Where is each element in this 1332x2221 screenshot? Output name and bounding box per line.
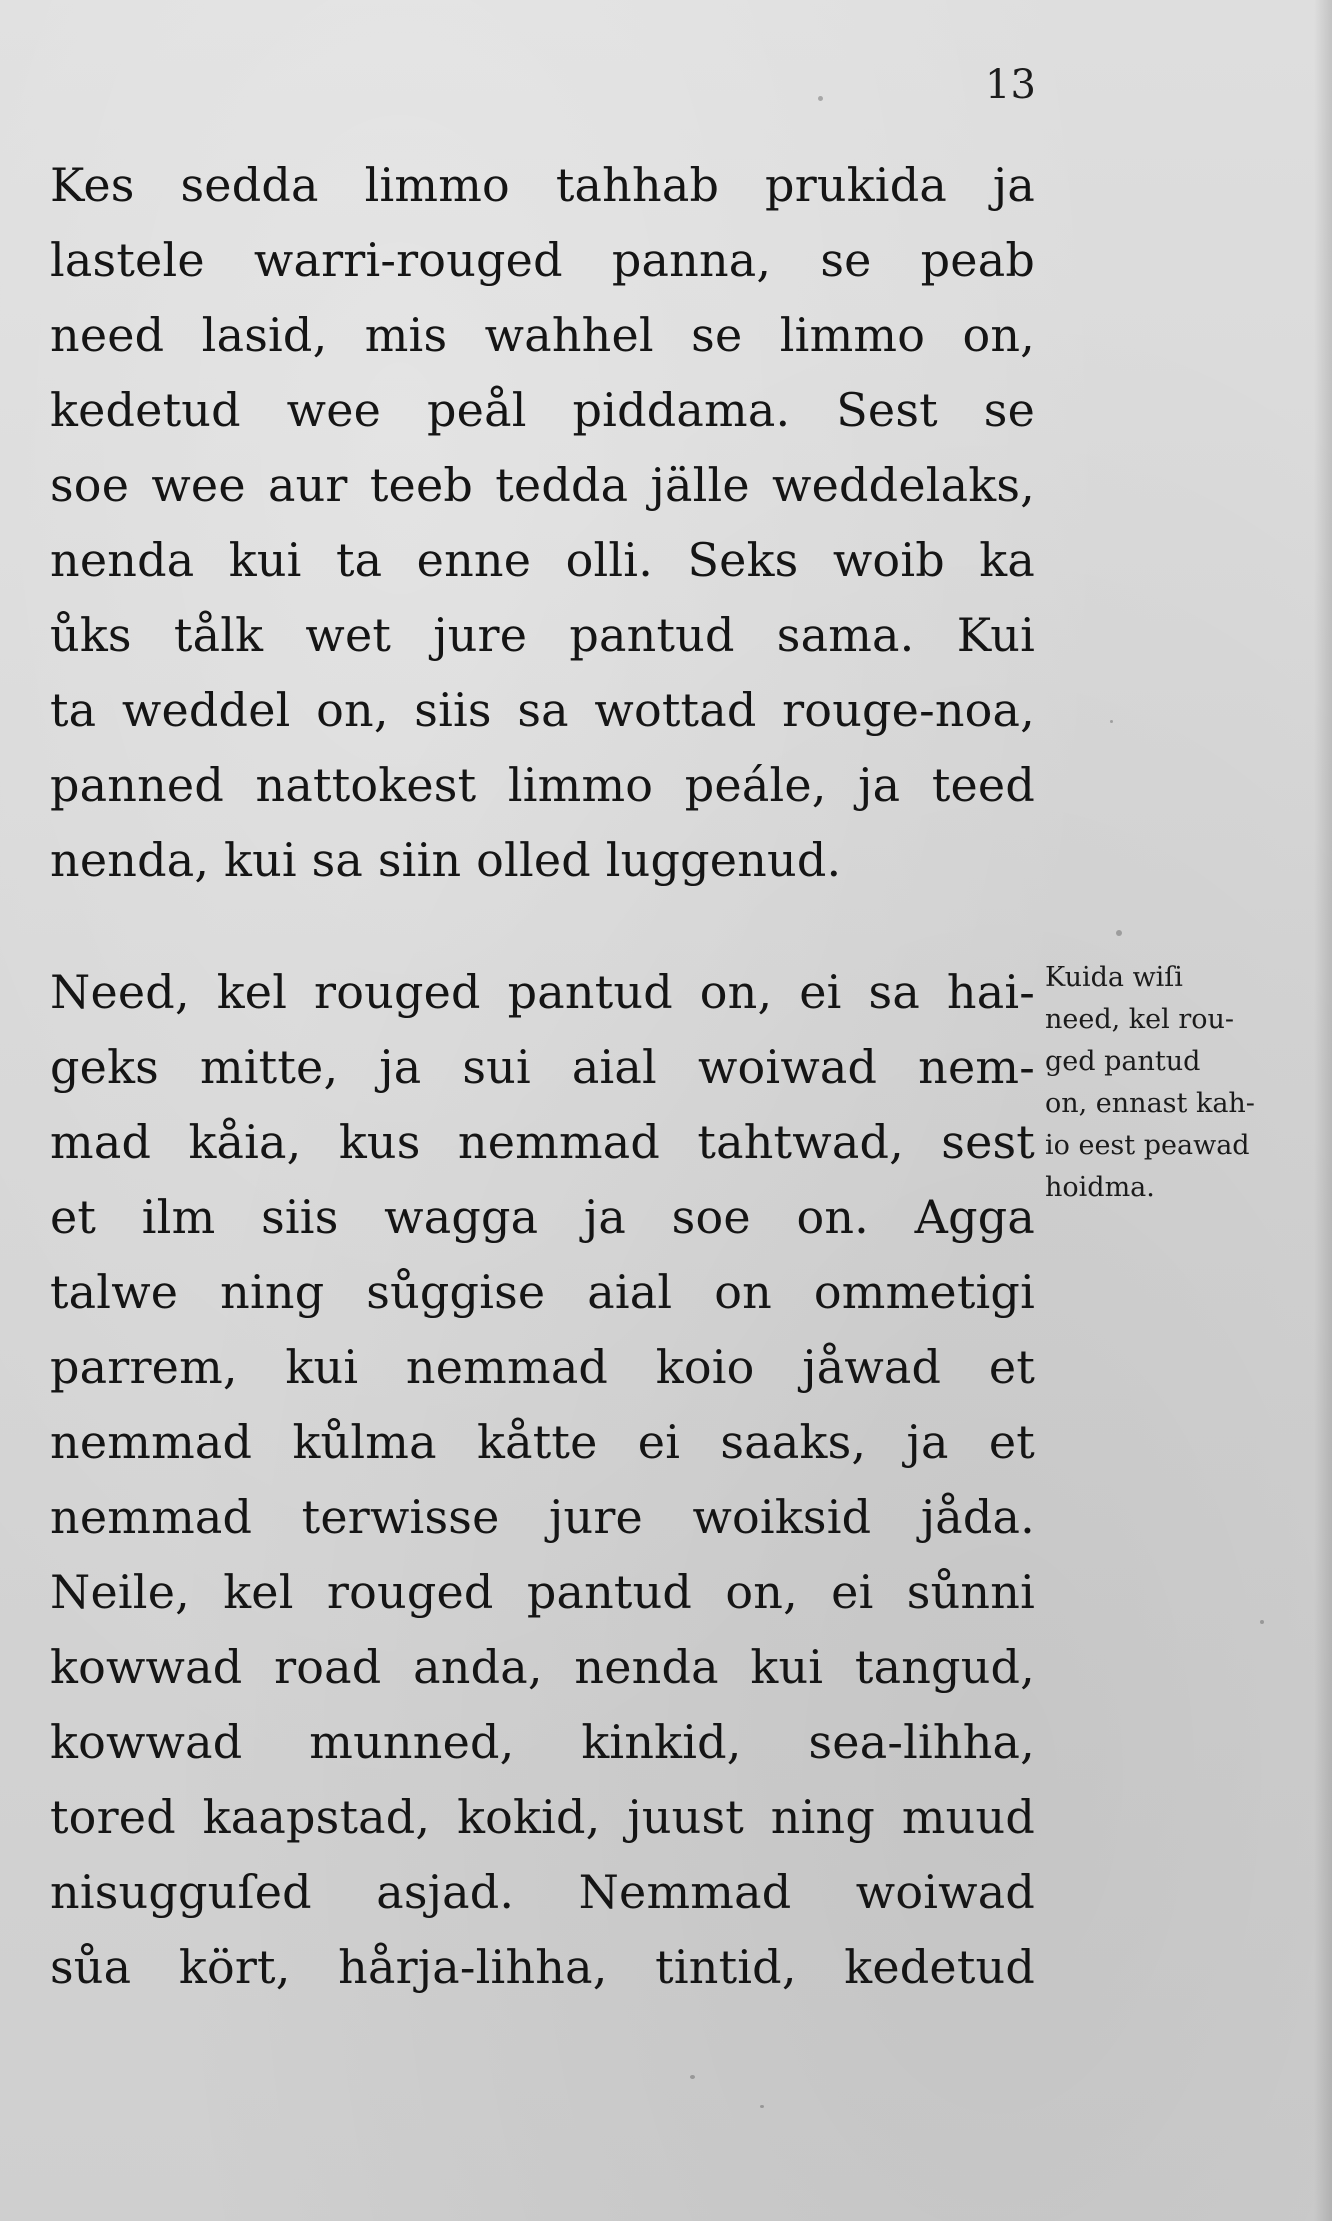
- text-line: nemmad kůlma kåtte ei saaks, ja et: [50, 1415, 1035, 1469]
- marginal-note: [1045, 957, 1295, 1209]
- paragraph-1: [50, 148, 1035, 898]
- text-line: geks mitte, ja sui aial woiwad nem-: [50, 1040, 1035, 1094]
- text-line: et ilm siis wagga ja soe on. Agga: [50, 1190, 1035, 1244]
- text-line: nenda, kui sa siin olled luggenud.: [50, 833, 842, 887]
- text-line: ta weddel on, siis sa wottad rouge-noa,: [50, 683, 1035, 737]
- text-line: nemmad terwisse jure woiksid jåda.: [50, 1490, 1035, 1544]
- text-line: Neile, kel rouged pantud on, ei sůnni: [50, 1565, 1035, 1619]
- text-line: kowwad road anda, nenda kui tangud,: [50, 1640, 1035, 1694]
- text-line: ůks tålk wet jure pantud sama. Kui: [50, 608, 1035, 662]
- page-number: 13: [985, 62, 1036, 108]
- text-line: mad kåia, kus nemmad tahtwad, sest: [50, 1115, 1035, 1169]
- paragraph-2: [50, 955, 1035, 2005]
- marginal-note-line: hoidma.: [1045, 1172, 1155, 1203]
- text-line: Need, kel rouged pantud on, ei sa hai-: [50, 965, 1035, 1019]
- text-line: Kes sedda limmo tahhab prukida ja: [50, 158, 1035, 212]
- paper-speck: [1116, 930, 1122, 936]
- paper-speck: [1110, 720, 1113, 723]
- text-line: kedetud wee peål piddama. Sest se: [50, 383, 1035, 437]
- paper-speck: [690, 2075, 695, 2079]
- text-line: sůa kört, hårja-lihha, tintid, kedetud: [50, 1940, 1035, 1994]
- text-line: nenda kui ta enne olli. Seks woib ka: [50, 533, 1035, 587]
- text-line: kowwad munned, kinkid, sea-lihha,: [50, 1715, 1035, 1769]
- text-line: nisugguſed asjad. Nemmad woiwad: [50, 1865, 1035, 1919]
- text-line: lastele warri-rouged panna, se peab: [50, 233, 1035, 287]
- marginal-note-line: need, kel rou-: [1045, 1004, 1235, 1035]
- text-line: talwe ning sůggise aial on ommetigi: [50, 1265, 1035, 1319]
- text-line: need lasid, mis wahhel se limmo on,: [50, 308, 1035, 362]
- text-line: soe wee aur teeb tedda jälle weddelaks,: [50, 458, 1035, 512]
- paper-speck: [818, 96, 823, 101]
- text-line: parrem, kui nemmad koio jåwad et: [50, 1340, 1035, 1394]
- text-line: tored kaapstad, kokid, juust ning muud: [50, 1790, 1035, 1844]
- page-edge-shadow: [1314, 0, 1332, 2221]
- marginal-note-line: on, ennast kah-: [1045, 1088, 1255, 1119]
- marginal-note-line: ged pantud: [1045, 1046, 1201, 1077]
- marginal-note-line: io eest peawad: [1045, 1130, 1250, 1161]
- paper-speck: [760, 2105, 764, 2108]
- text-line: panned nattokest limmo peále, ja teed: [50, 758, 1035, 812]
- marginal-note-line: Kuida wiſi: [1045, 962, 1183, 993]
- paper-speck: [1260, 1620, 1264, 1624]
